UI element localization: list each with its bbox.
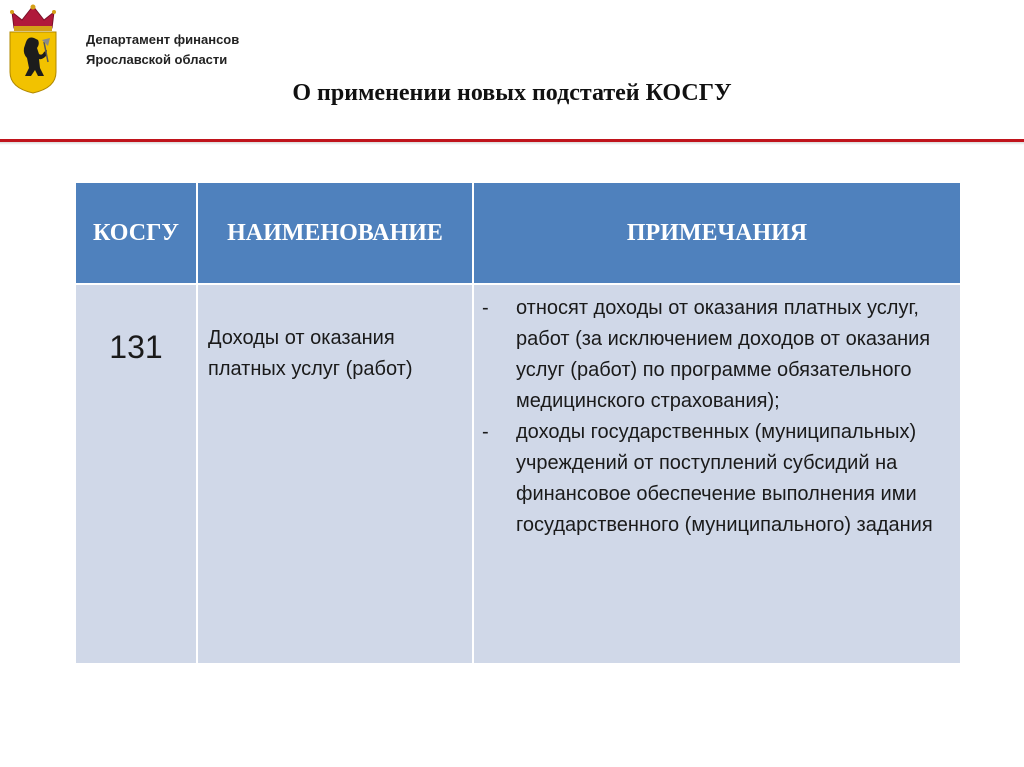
department-line-2: Ярославской области bbox=[86, 52, 228, 67]
cell-notes bbox=[473, 284, 961, 664]
note-text: относят доходы от оказания платных услуг, работ (за исключением доходов от оказания услуг (работ) по программе обязательного медицинского страхования); bbox=[516, 297, 931, 412]
bullet-dash: - bbox=[482, 421, 489, 443]
cell-code bbox=[75, 284, 197, 664]
list-item bbox=[482, 417, 948, 541]
cell-name bbox=[197, 284, 473, 664]
header-kosgu: КОСГУ bbox=[75, 182, 197, 284]
table-row bbox=[75, 284, 961, 664]
note-text: доходы государственных (муниципальных) учреждений от поступлений субсидий на финансовое обеспечение выполнения ими государственного (муниципального) задания bbox=[516, 421, 933, 536]
department-line-1: Департамент финансов bbox=[86, 32, 240, 47]
divider-shadow bbox=[0, 142, 1024, 145]
table-header-row bbox=[75, 182, 961, 284]
kosgu-table bbox=[74, 181, 962, 665]
item-name: Доходы от оказания платных услуг (работ) bbox=[208, 327, 413, 380]
department-name bbox=[86, 30, 239, 70]
list-item bbox=[482, 293, 948, 417]
notes-list bbox=[474, 285, 960, 541]
kosgu-code: 131 bbox=[109, 329, 163, 365]
page-title: О применении новых подстатей КОСГУ bbox=[292, 80, 732, 106]
header-name: НАИМЕНОВАНИЕ bbox=[197, 182, 473, 284]
header-notes: ПРИМЕЧАНИЯ bbox=[473, 182, 961, 284]
bullet-dash: - bbox=[482, 297, 489, 319]
